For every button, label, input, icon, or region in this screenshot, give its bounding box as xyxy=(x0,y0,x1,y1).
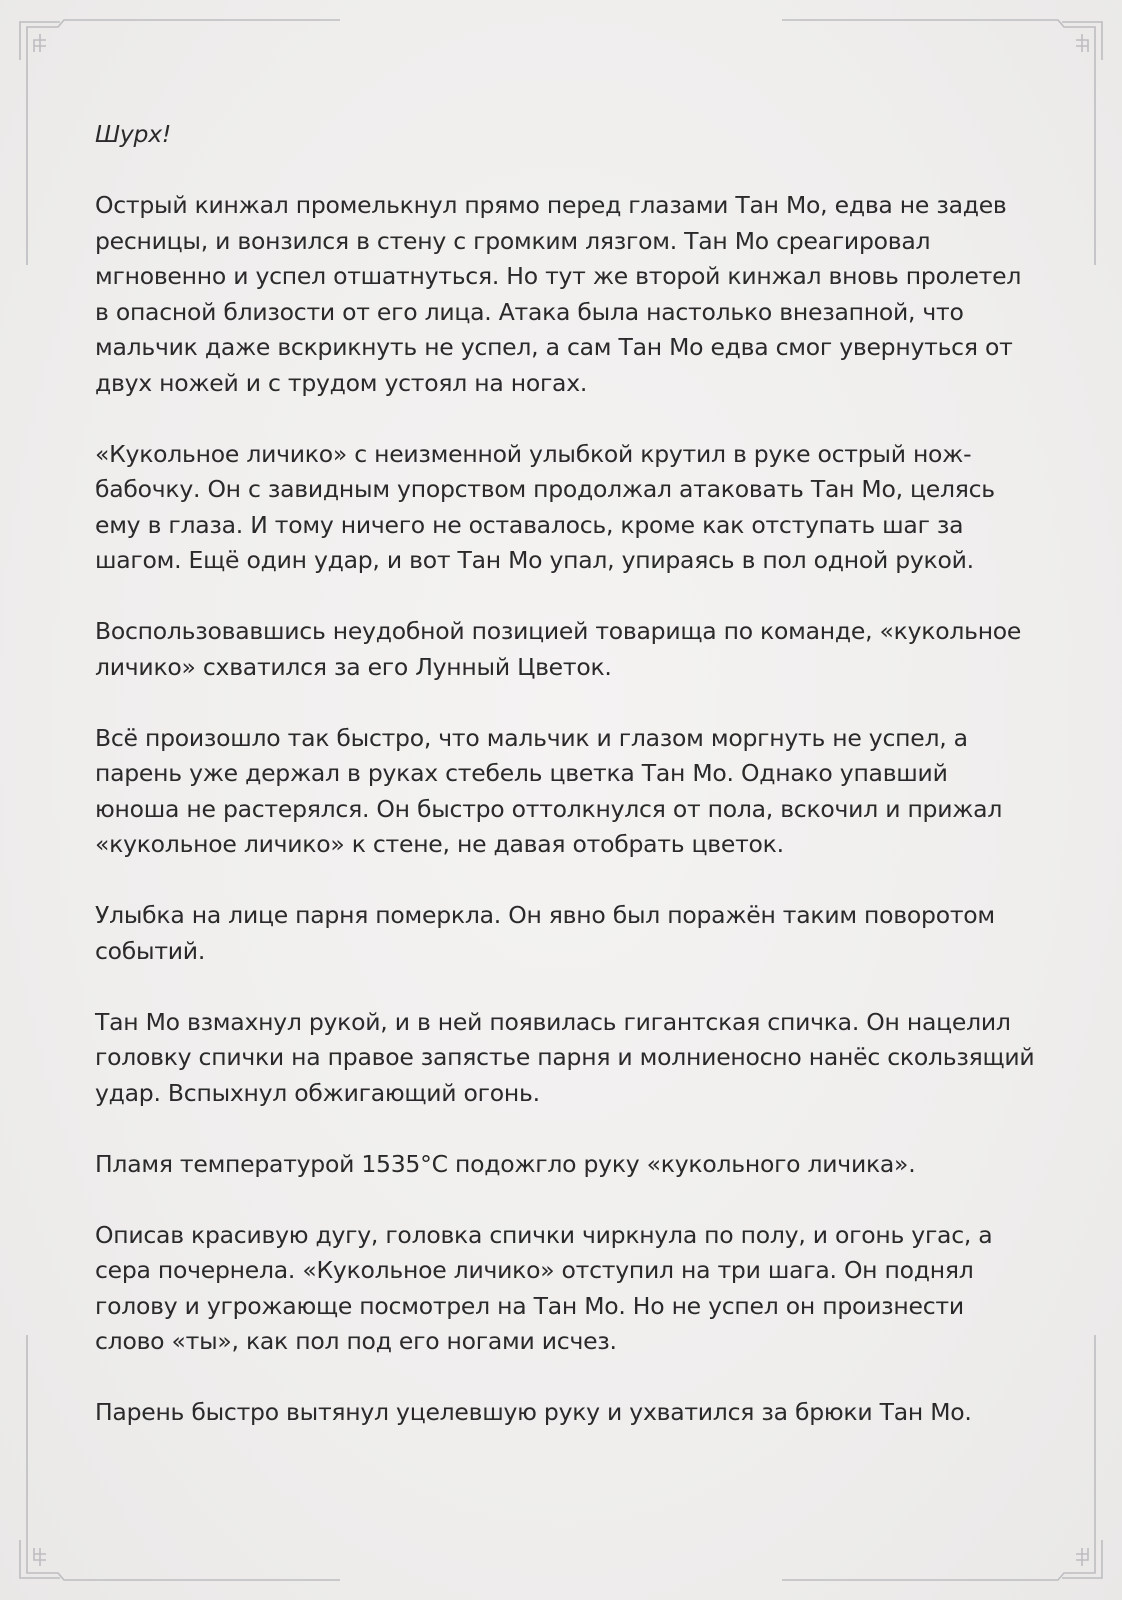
paragraph: Улыбка на лице парня померкла. Он явно был поражён таким поворотом событий. xyxy=(95,901,995,965)
paragraph: «Кукольное личико» с неизменной улыбкой крутил в руке острый нож-бабочку. Он с завидным упорством продолжал атаковать Тан Мо, целясь ему в глаза. И тому ничего не оставалось, кроме как отступать шаг за шагом. Ещё один удар, и вот Тан Мо упал, упираясь в пол одной рукой. xyxy=(95,439,995,574)
paragraph: Воспользовавшись неудобной позицией товарища по команде, «кукольное личико» схватился за его Лунный Цветок. xyxy=(95,617,1022,681)
paragraph: Парень быстро вытянул уцелевшую руку и ухватился за брюки Тан Мо. xyxy=(95,1398,972,1426)
story-text xyxy=(95,117,1035,1466)
paragraph: Острый кинжал промелькнул прямо перед глазами Тан Мо, едва не задев ресницы, и вонзился в стену с громким лязгом. Тан Мо среагировал мгновенно и успел отшатнуться. Но тут же второй кинжал вновь пролетел в опасной близости от его лица. Атака была настолько внезапной, что мальчик даже вскрикнуть не успел, а сам Тан Мо едва смог увернуться от двух ножей и с трудом устоял на ногах. xyxy=(95,191,1022,397)
paragraph: Тан Мо взмахнул рукой, и в ней появилась гигантская спичка. Он нацелил головку спички на правое запястье парня и молниеносно нанёс скользящий удар. Вспыхнул обжигающий огонь. xyxy=(95,1007,1035,1107)
paragraph-sound-effect: Шурх! xyxy=(95,120,172,148)
paragraph: Описав красивую дугу, головка спички чиркнула по полу, и огонь угас, а сера почернела. «Кукольное личико» отступил на три шага. Он поднял голову и угрожающе посмотрел на Тан Мо. Но не успел он произнести слово «ты», как пол под его ногами исчез. xyxy=(95,1220,993,1355)
paragraph: Пламя температурой 1535°С подожгло руку «кукольного личика». xyxy=(95,1149,916,1178)
paragraph: Всё произошло так быстро, что мальчик и глазом моргнуть не успел, а парень уже держал в руках стебель цветка Тан Мо. Однако упавший юноша не растерялся. Он быстро оттолкнулся от пола, вскочил и прижал «кукольное личико» к стене, не давая отобрать цветок. xyxy=(95,723,1003,858)
